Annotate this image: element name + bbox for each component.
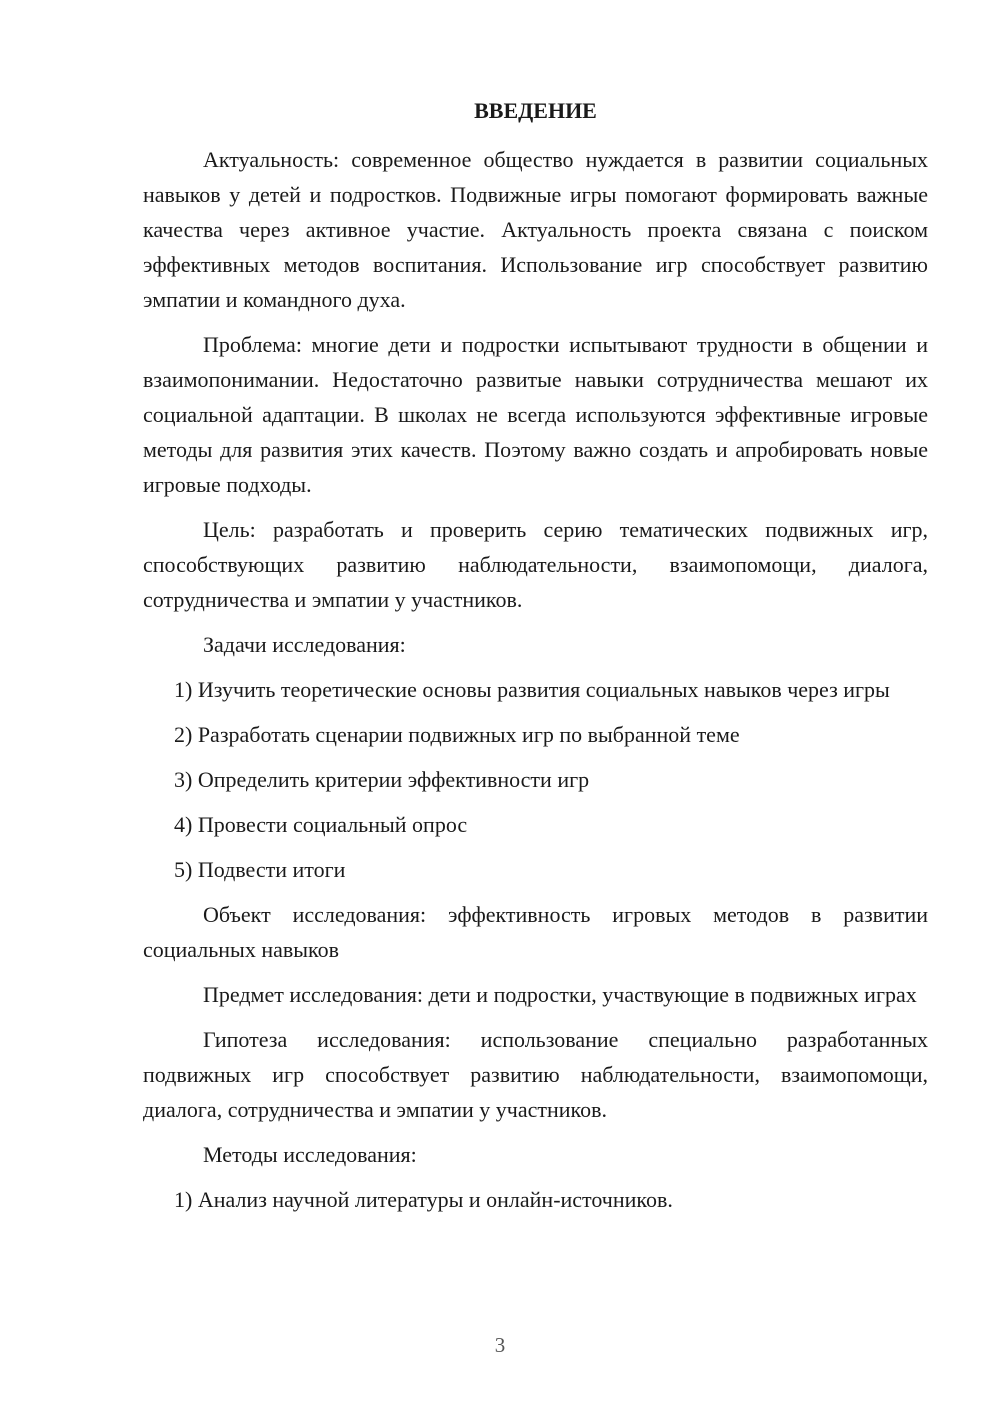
task-item-5: 5) Подвести итоги xyxy=(174,857,346,882)
subject-paragraph: Предмет исследования: дети и подростки, участвующие в подвижных играх xyxy=(203,982,917,1007)
task-item-4: 4) Провести социальный опрос xyxy=(174,812,468,837)
methods-label: Методы исследования: xyxy=(203,1142,417,1167)
page-number: 3 xyxy=(494,1333,506,1357)
tasks-label: Задачи исследования: xyxy=(203,632,406,657)
task-item-1: 1) Изучить теоретические основы развития социальных навыков через игры xyxy=(174,677,890,702)
document-page xyxy=(143,95,928,1227)
hypothesis-paragraph: Гипотеза исследования: использование специально разработанных подвижных игр способствует развитию наблюдательности, взаимопомощи, диалога, сотрудничества и эмпатии у участников. xyxy=(143,1027,928,1122)
relevance-paragraph: Актуальность: современное общество нуждается в развитии социальных навыков у детей и подростков. Подвижные игры помогают формировать важные качества через активное участие. Актуальность проекта связана с поиском эффективных методов воспитания. Использование игр способствует развитию эмпатии и командного духа. xyxy=(143,147,928,312)
task-item-3: 3) Определить критерии эффективности игр xyxy=(174,767,590,792)
section-title: ВВЕДЕНИЕ xyxy=(474,98,597,123)
method-item-1: 1) Анализ научной литературы и онлайн-источников. xyxy=(174,1187,673,1212)
task-item-2: 2) Разработать сценарии подвижных игр по выбранной теме xyxy=(174,722,740,747)
problem-paragraph: Проблема: многие дети и подростки испытывают трудности в общении и взаимопонимании. Недостаточно развитые навыки сотрудничества мешают их социальной адаптации. В школах не всегда используются эффективные игровые методы для развития этих качеств. Поэтому важно создать и апробировать новые игровые подходы. xyxy=(143,332,928,497)
object-paragraph: Объект исследования: эффективность игровых методов в развитии социальных навыков xyxy=(143,902,928,962)
goal-paragraph: Цель: разработать и проверить серию тематических подвижных игр, способствующих развитию наблюдательности, взаимопомощи, диалога, сотрудничества и эмпатии у участников. xyxy=(143,517,928,612)
